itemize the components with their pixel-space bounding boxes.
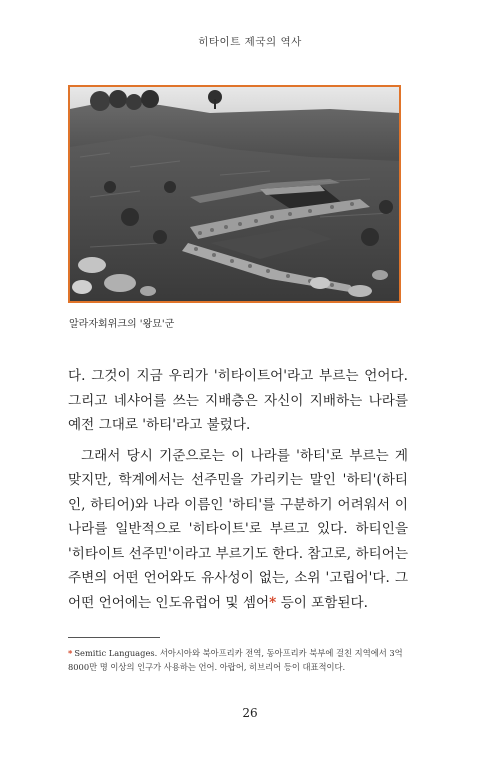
body-text xyxy=(68,364,408,615)
running-head: 히타이트 제국의 역사 xyxy=(198,36,302,48)
ruins-photo xyxy=(68,85,401,303)
footnote-text: Semitic Languages. 서아시아와 북아프리카 전역, 동아프리카 북부에 걸친 지역에서 3억 8000만 명 이상의 인구가 사용하는 언어. 아랍어, 히브리어 등이 대표적이다. xyxy=(68,648,403,672)
paragraph: 다. 그것이 지금 우리가 '히타이트어'라고 부르는 언어다. 그리고 네샤어를 쓰는 지배층은 자신이 지배하는 나라를 예전 그대로 '하티'라고 불렀다. xyxy=(68,368,408,433)
footnote xyxy=(68,646,408,674)
footnote-divider xyxy=(68,637,160,638)
paragraph-text: 그래서 당시 기준으로는 이 나라를 '하티'로 부르는 게 맞지만, 학계에서는 선주민을 가리키는 말인 '하티'(하티인, 하티어)와 나라 이름인 '하티'를 구분하기 어려워서 이 나라를 일반적으로 '히타이트'로 부르고 있다. 하티인을 '히타이트 선주민'이라고 부르기도 한다. 참고로, 하티어는 주변의 어떤 언어와도 유사성이 없는, 소위 '고립어'다. 그 어떤 언어에는 인도유럽어 및 셈어 xyxy=(68,447,408,611)
paragraph-tail: 등이 포함된다. xyxy=(276,594,369,611)
ruins-photo-graphic xyxy=(70,87,399,301)
paragraph xyxy=(68,444,408,616)
footnote-mark: * xyxy=(68,648,73,658)
photo-caption: 알라자회위크의 '왕묘'군 xyxy=(69,319,175,330)
page-number: 26 xyxy=(242,706,258,720)
footnote-reference[interactable]: * xyxy=(269,594,277,611)
